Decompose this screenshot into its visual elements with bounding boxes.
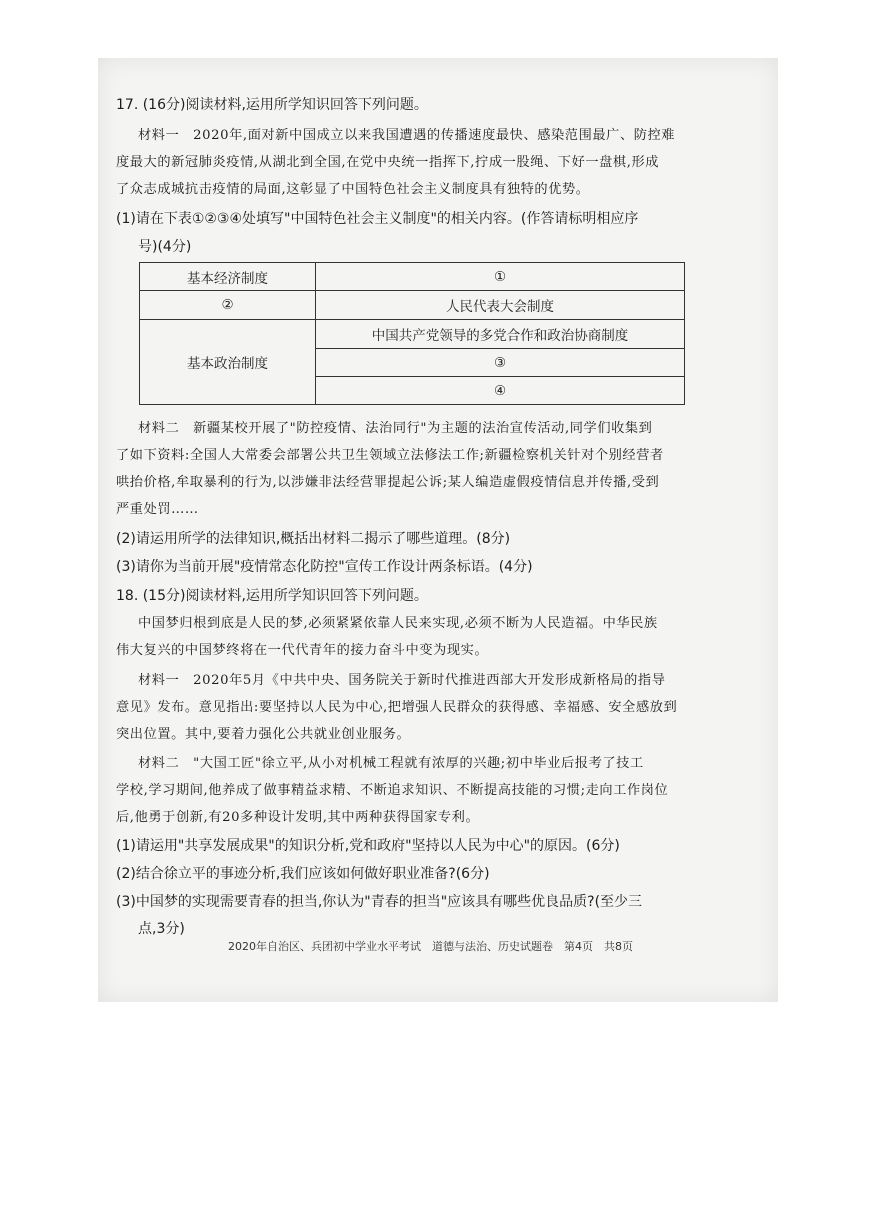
- q18-title: 18. (15分)阅读材料,运用所学知识回答下列问题。: [116, 588, 428, 604]
- q17-sub1-line1: (1)请在下表①②③④处填写"中国特色社会主义制度"的相关内容。(作答请标明相应序: [116, 211, 639, 227]
- table-cell-multiparty-cooperation: 中国共产党领导的多党合作和政治协商制度: [316, 320, 685, 349]
- table-cell-blank-2: ②: [140, 291, 316, 320]
- q18-intro-line1: 中国梦归根到底是人民的梦,必须紧紧依靠人民来实现,必须不断为人民造福。中华民族: [138, 616, 658, 631]
- q17-material1-line2: 度最大的新冠肺炎疫情,从湖北到全国,在党中央统一指挥下,拧成一股绳、下好一盘棋,形成: [116, 155, 660, 170]
- table-cell-blank-3: ③: [316, 349, 685, 377]
- table-cell-basic-economic-system: 基本经济制度: [140, 263, 316, 291]
- q17-material1-line3: 了众志成城抗击疫情的局面,这彰显了中国特色社会主义制度具有独特的优势。: [116, 182, 590, 197]
- q18-sub3-line1: (3)中国梦的实现需要青春的担当,你认为"青春的担当"应该具有哪些优良品质?(至少三: [116, 894, 643, 910]
- table-cell-blank-1: ①: [316, 263, 685, 291]
- q17-material2-line3: 哄抬价格,牟取暴利的行为,以涉嫌非法经营罪提起公诉;某人编造虚假疫情信息并传播,受到: [116, 475, 660, 490]
- scanned-page: [98, 58, 778, 1002]
- q17-title: 17. (16分)阅读材料,运用所学知识回答下列问题。: [116, 97, 428, 113]
- q17-material1-line1: 材料一 2020年,面对新中国成立以来我国遭遇的传播速度最快、感染范围最广、防控难: [138, 128, 676, 143]
- q17-sub2: (2)请运用所学的法律知识,概括出材料二揭示了哪些道理。(8分): [116, 531, 511, 547]
- table-cell-basic-political-system: 基本政治制度: [140, 320, 316, 405]
- q17-material2-line1: 材料二 新疆某校开展了"防控疫情、法治同行"为主题的法治宣传活动,同学们收集到: [138, 421, 653, 436]
- q18-material2-line2: 学校,学习期间,他养成了做事精益求精、不断追求知识、不断提高技能的习惯;走向工作岗位: [116, 783, 669, 798]
- q17-sub3: (3)请你为当前开展"疫情常态化防控"宣传工作设计两条标语。(4分): [116, 559, 533, 575]
- q18-sub3-line2: 点,3分): [138, 921, 185, 937]
- q18-sub2: (2)结合徐立平的事迹分析,我们应该如何做好职业准备?(6分): [116, 866, 490, 882]
- q18-material2-line3: 后,他勇于创新,有20多种设计发明,其中两种获得国家专利。: [116, 810, 480, 825]
- q18-material1-line3: 突出位置。其中,要着力强化公共就业创业服务。: [116, 727, 411, 742]
- q18-sub1: (1)请运用"共享发展成果"的知识分析,党和政府"坚持以人民为中心"的原因。(6分): [116, 838, 620, 854]
- socialist-system-table: [139, 262, 685, 405]
- page-content: [98, 58, 778, 1002]
- q18-material1-line2: 意见》发布。意见指出:要坚持以人民为中心,把增强人民群众的获得感、幸福感、安全感放到: [116, 700, 678, 715]
- q18-intro-line2: 伟大复兴的中国梦终将在一代代青年的接力奋斗中变为现实。: [116, 643, 489, 658]
- q17-material2-line4: 严重处罚……: [116, 502, 199, 517]
- q18-material2-line1: 材料二 "大国工匠"徐立平,从小对机械工程就有浓厚的兴趣;初中毕业后报考了技工: [138, 756, 644, 771]
- q17-sub1-line2: 号)(4分): [138, 239, 192, 255]
- q17-material2-line2: 了如下资料:全国人大常委会部署公共卫生领域立法修法工作;新疆检察机关针对个别经营者: [116, 448, 664, 463]
- q18-material1-line1: 材料一 2020年5月《中共中央、国务院关于新时代推进西部大开发形成新格局的指导: [138, 673, 666, 688]
- page-footer: 2020年自治区、兵团初中学业水平考试 道德与法治、历史试题卷 第4页 共8页: [228, 940, 633, 953]
- table-cell-peoples-congress: 人民代表大会制度: [316, 291, 685, 320]
- table-cell-blank-4: ④: [316, 377, 685, 405]
